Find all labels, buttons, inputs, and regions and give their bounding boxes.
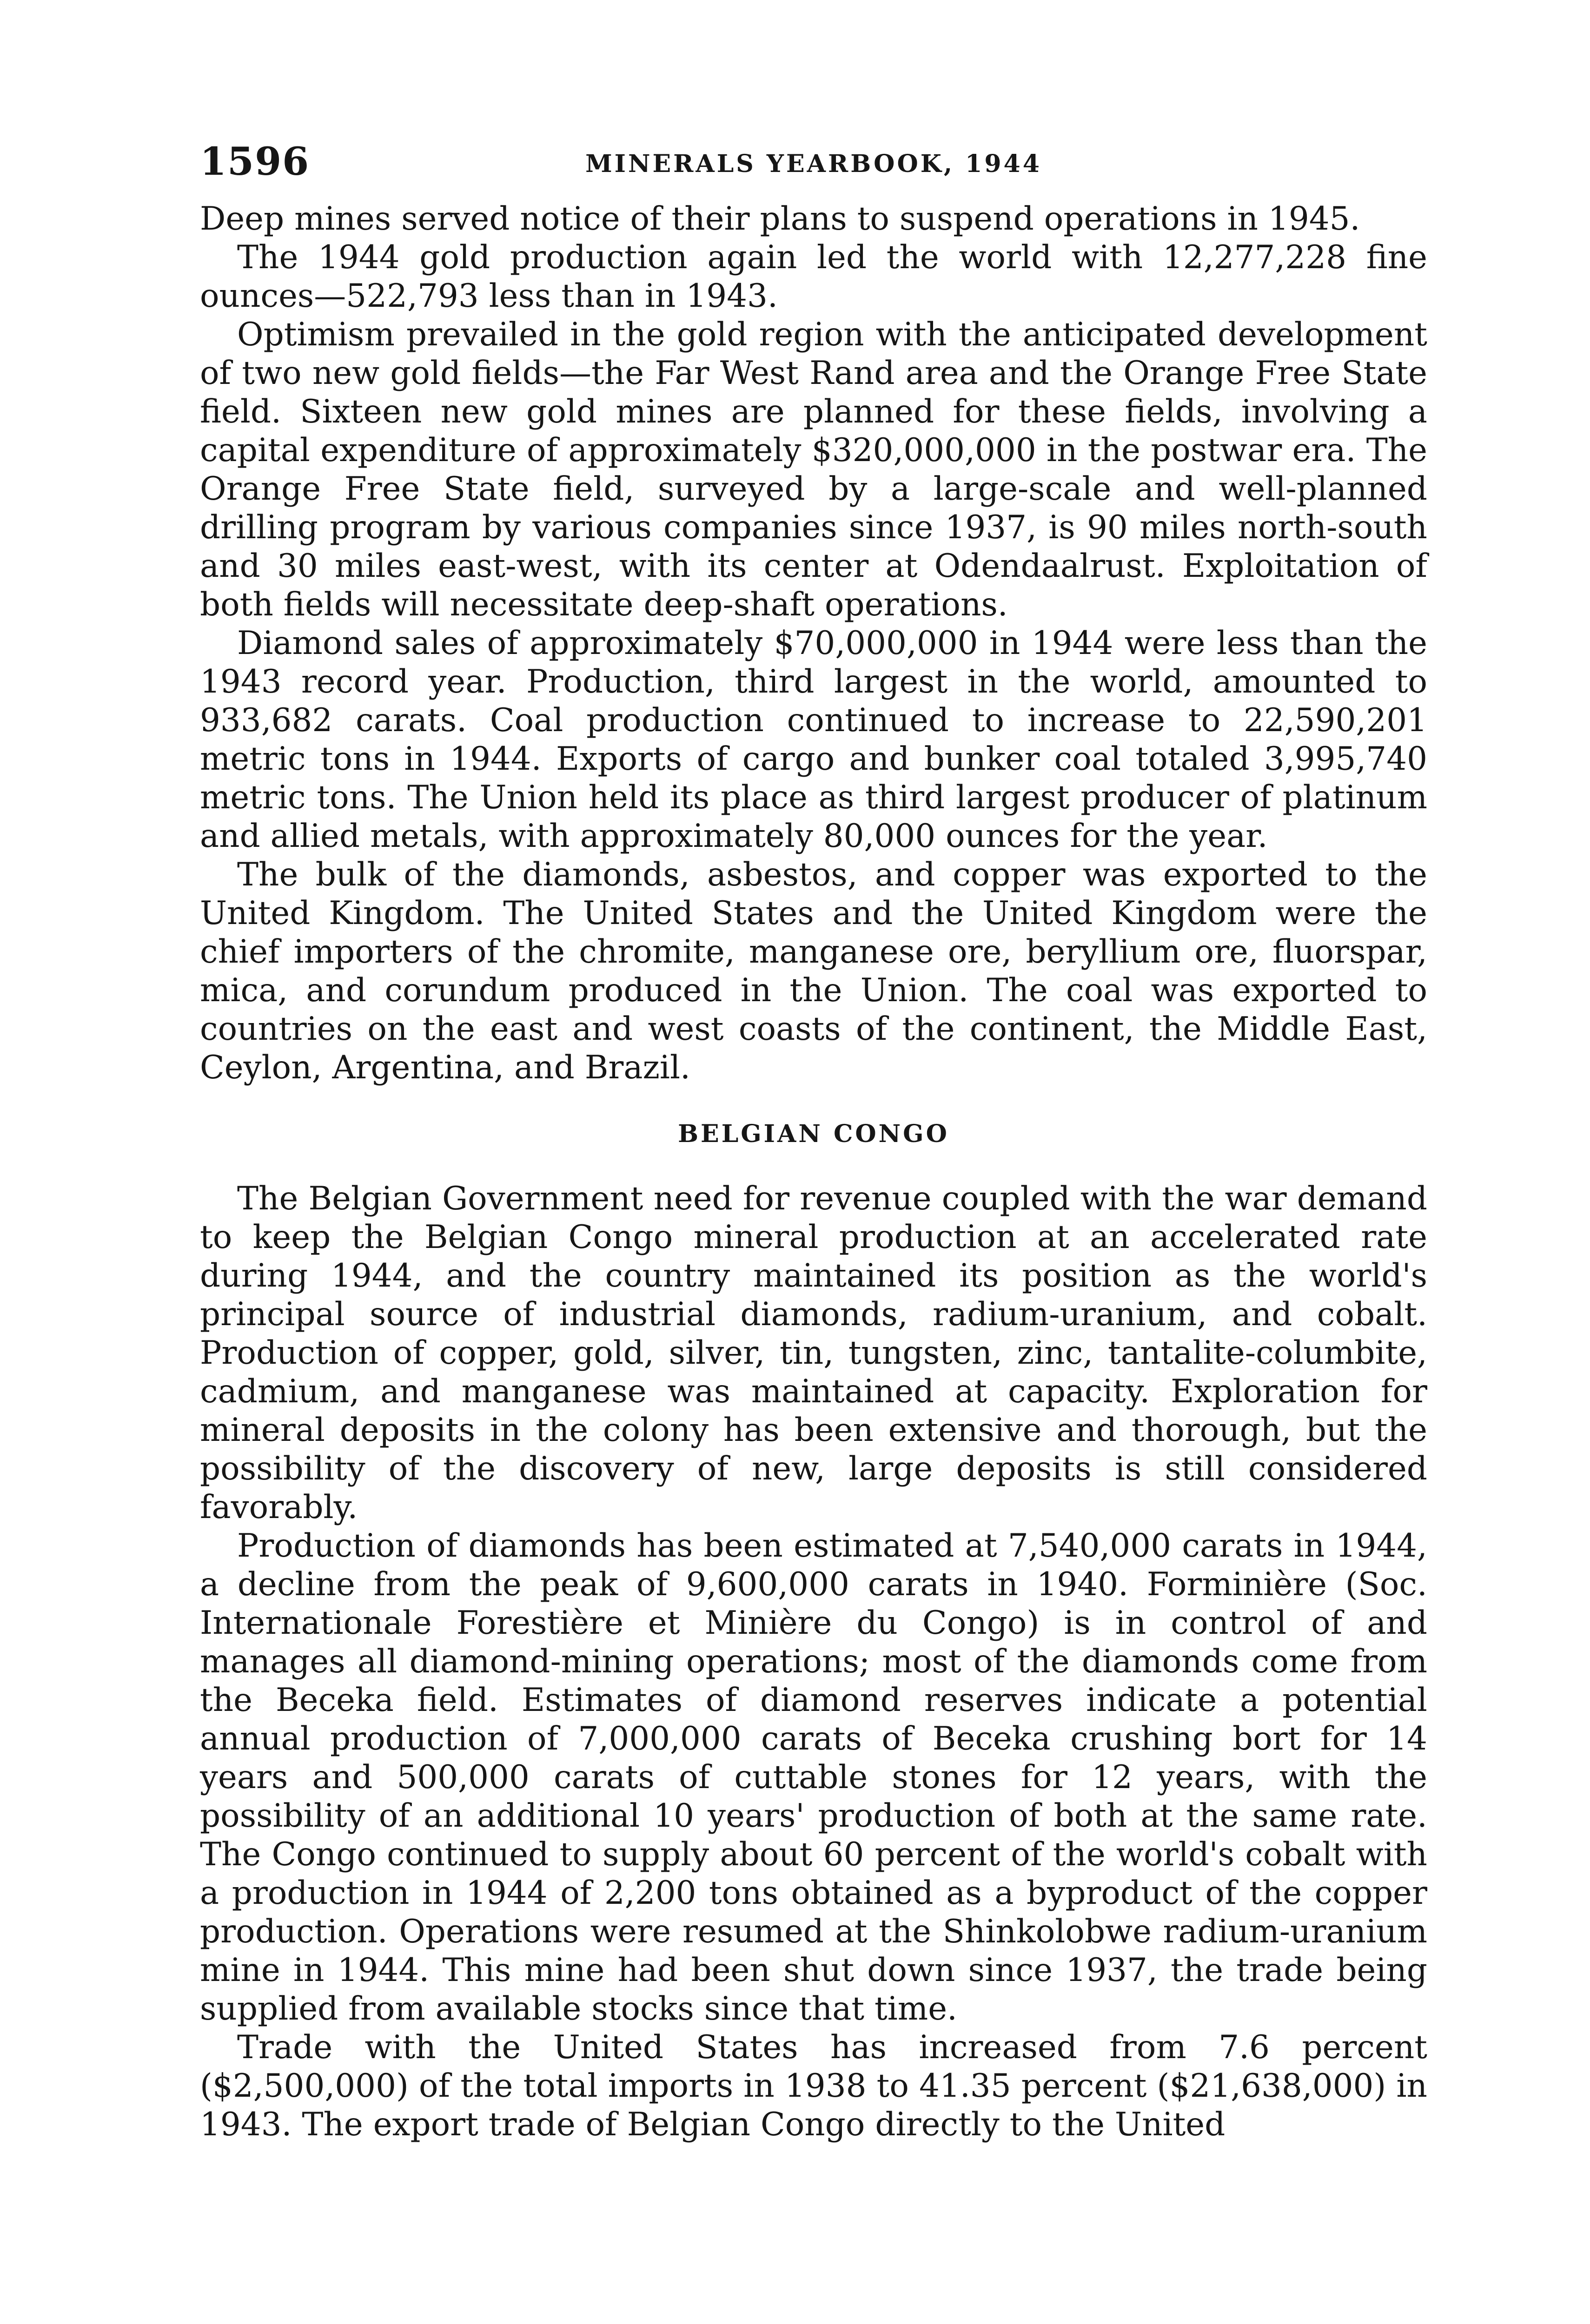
- paragraph-gold-fields: Optimism prevailed in the gold region with the anticipated development of two new gold fields—the Far West Rand area and the Orange Free State field. Sixteen new gold mines are planned for these fields, involving a capital expenditure of approximately $320,000,000 in the postwar era. The Orange Free State field, surveyed by a large-scale and well-planned drilling program by various companies since 1937, is 90 miles north-south and 30 miles east-west, with its center at Odendaalrust. Exploitation of both fields will necessitate deep-shaft operations.: [200, 316, 1427, 623]
- paragraph-exports: The bulk of the diamonds, asbestos, and copper was exported to the United Kingdom. The United States and the United Kingdom were the chief importers of the chromite, manganese ore, beryllium ore, fluorspar, mica, and corundum produced in the Union. The coal was exported to countries on the east and west coasts of the continent, the Middle East, Ceylon, Argentina, and Brazil.: [200, 856, 1427, 1086]
- page-number: 1596: [200, 139, 310, 184]
- paragraph-congo-diamonds: Production of diamonds has been estimated at 7,540,000 carats in 1944, a decline from the peak of 9,600,000 carats in 1940. Forminière (Soc. Internationale Forestière et Minière du Congo) is in control of and manages all diamond-mining operations; most of the diamonds come from the Beceka field. Estimates of diamond reserves indicate a potential annual production of 7,000,000 carats of Beceka crushing bort for 14 years and 500,000 carats of cuttable stones for 12 years, with the possibility of an additional 10 years' production of both at the same rate. The Congo continued to supply about 60 percent of the world's cobalt with a production in 1944 of 2,200 tons obtained as a byproduct of the copper production. Operations were resumed at the Shinkolobwe radium-uranium mine in 1944. This mine had been shut down since 1937, the trade being supplied from available stocks since that time.: [200, 1527, 1427, 2027]
- paragraph-gold-production: The 1944 gold production again led the world with 12,277,228 fine ounces—522,793 less than in 1943.: [200, 239, 1427, 315]
- paragraph-diamonds-coal: Diamond sales of approximately $70,000,000 in 1944 were less than the 1943 record year. Production, third largest in the world, amounted to 933,682 carats. Coal production continued to increase to 22,590,201 metric tons in 1944. Exports of cargo and bunker coal totaled 3,995,740 metric tons. The Union held its place as third largest producer of platinum and allied metals, with approximately 80,000 ounces for the year.: [200, 625, 1427, 855]
- body-text: [200, 200, 1427, 2144]
- paragraph-congo-trade: Trade with the United States has increased from 7.6 percent ($2,500,000) of the total imports in 1938 to 41.35 percent ($21,638,000) in 1943. The export trade of Belgian Congo directly to the United: [200, 2029, 1427, 2143]
- running-head: MINERALS YEARBOOK, 1944: [585, 150, 1042, 178]
- paragraph-congo-overview: The Belgian Government need for revenue coupled with the war demand to keep the Belgian Congo mineral production at an accelerated rate during 1944, and the country maintained its position as the world's principal source of industrial diamonds, radium-uranium, and cobalt. Production of copper, gold, silver, tin, tungsten, zinc, tantalite-columbite, cadmium, and manganese was maintained at capacity. Exploration for mineral deposits in the colony has been extensive and thorough, but the possibility of the discovery of new, large deposits is still considered favorably.: [200, 1180, 1427, 1526]
- section-heading: BELGIAN CONGO: [678, 1120, 949, 1148]
- paragraph-continued: Deep mines served notice of their plans to suspend operations in 1945.: [200, 200, 1360, 238]
- page-header: [200, 139, 1427, 200]
- page: [200, 139, 1427, 2144]
